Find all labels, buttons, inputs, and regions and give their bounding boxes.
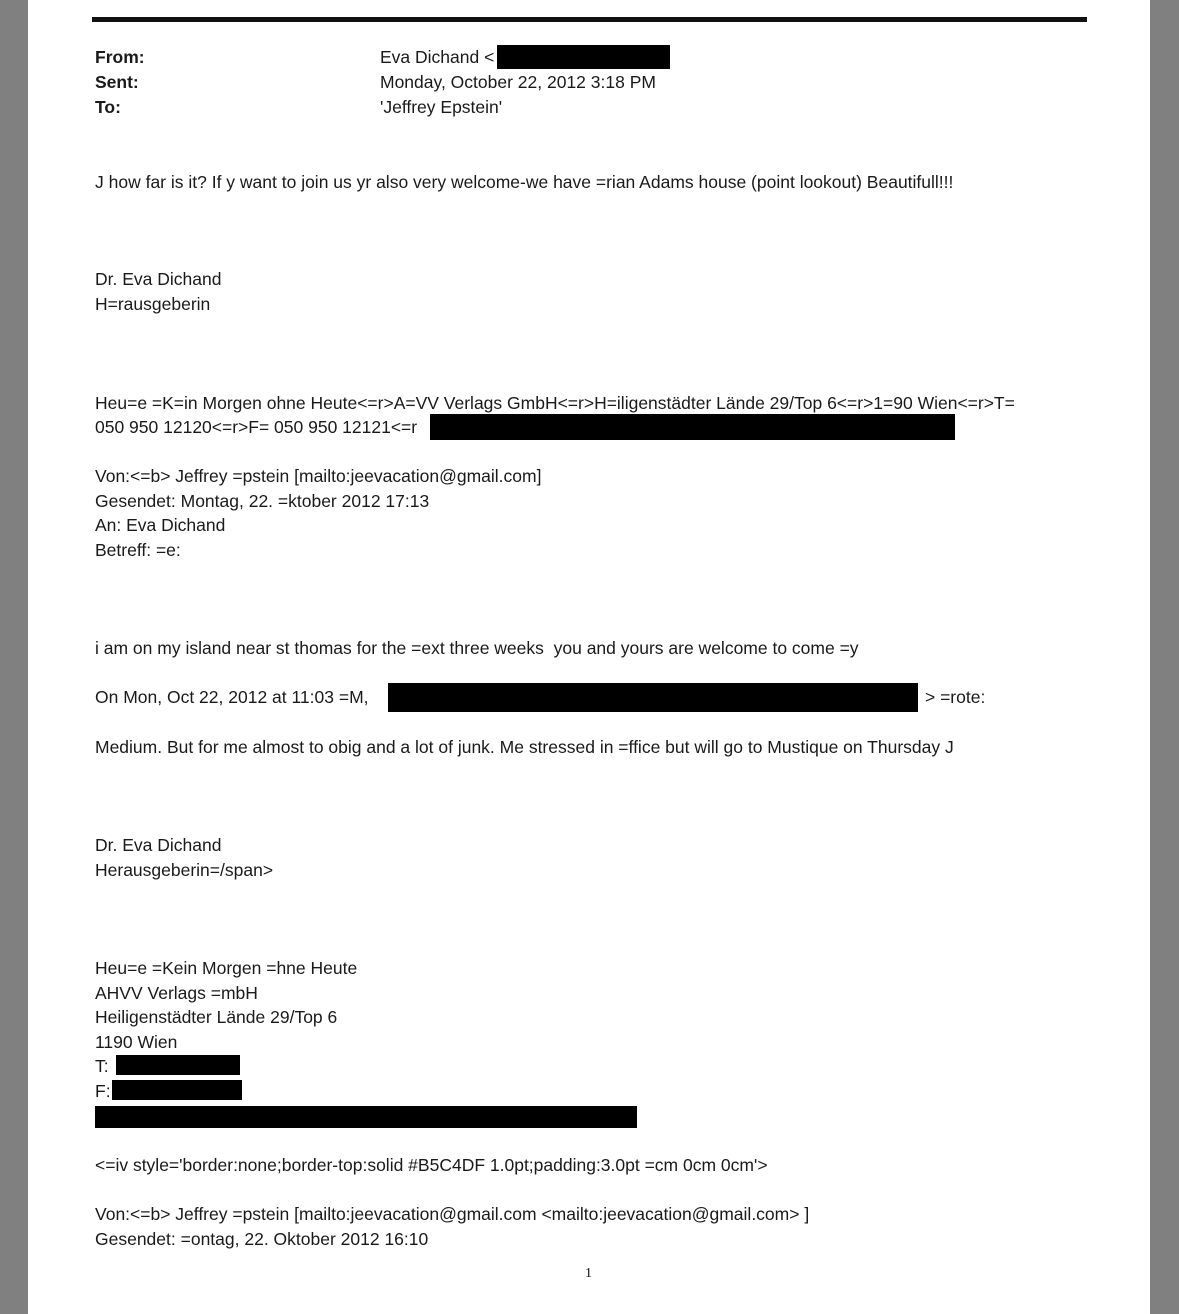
to-label: To:	[95, 97, 121, 117]
signature2-line2: AHVV Verlags =mbH	[95, 983, 258, 1003]
signature-name: Dr. Eva Dichand	[95, 269, 222, 289]
message-line: J how far is it? If y want to join us yr also very welcome-we have =rian Adams house (point lookout) Beautifull!!!	[95, 172, 954, 192]
from-label: From:	[95, 47, 145, 67]
signature2-fax-label: F:	[95, 1081, 111, 1101]
forward2-von: Von:<=b> Jeffrey =pstein [mailto:jeevacation@gmail.com <mailto:jeevacation@gmail.com> ]	[95, 1204, 810, 1224]
signature-address-line1: Heu=e =K=in Morgen ohne Heute<=r>A=VV Verlags GmbH<=r>H=iligenstädter Lände 29/Top 6<=r>1=90 Wien<=r>T=	[95, 393, 1015, 413]
signature2-line4: 1190 Wien	[95, 1032, 178, 1052]
redaction-email-line	[95, 1106, 637, 1128]
to-value: 'Jeffrey Epstein'	[380, 97, 503, 117]
forward2-gesendet: Gesendet: =ontag, 22. Oktober 2012 16:10	[95, 1229, 429, 1249]
redaction-signature	[430, 414, 955, 440]
redaction-fax	[112, 1080, 242, 1100]
signature2-line3: Heiligenstädter Lände 29/Top 6	[95, 1007, 338, 1027]
redaction-phone	[116, 1055, 240, 1075]
signature2-phone-label: T:	[95, 1056, 109, 1076]
redaction-quote-sender	[388, 683, 918, 712]
signature2-name: Dr. Eva Dichand	[95, 835, 222, 855]
quote-intro-suffix: > =rote:	[925, 687, 986, 707]
reply-line: i am on my island near st thomas for the =ext three weeks you and yours are welcome to come =y	[95, 638, 859, 658]
quoted-message: Medium. But for me almost to obig and a lot of junk. Me stressed in =ffice but will go to Mustique on Thursday J	[95, 737, 954, 757]
from-value: Eva Dichand <	[380, 47, 495, 67]
page-number: 1	[585, 1266, 592, 1281]
quote-intro-prefix: On Mon, Oct 22, 2012 at 11:03 =M,	[95, 687, 369, 707]
html-artifact-line: <=iv style='border:none;border-top:solid #B5C4DF 1.0pt;padding:3.0pt =cm 0cm 0cm'>	[95, 1155, 768, 1175]
forward-betreff: Betreff: =e:	[95, 540, 181, 560]
signature2-title: Herausgeberin=/span>	[95, 860, 274, 880]
signature2-line1: Heu=e =Kein Morgen =hne Heute	[95, 958, 358, 978]
forward-an: An: Eva Dichand	[95, 515, 226, 535]
sent-value: Monday, October 22, 2012 3:18 PM	[380, 72, 656, 92]
signature-title: H=rausgeberin	[95, 294, 211, 314]
forward-von: Von:<=b> Jeffrey =pstein [mailto:jeevacation@gmail.com]	[95, 466, 542, 486]
sent-label: Sent:	[95, 72, 139, 92]
redaction-from-email	[497, 45, 670, 69]
signature-address-line2: 050 950 12120<=r>F= 050 950 12121<=r	[95, 417, 418, 437]
forward-gesendet: Gesendet: Montag, 22. =ktober 2012 17:13	[95, 491, 430, 511]
header-rule	[92, 17, 1087, 22]
document-page	[28, 0, 1150, 1314]
